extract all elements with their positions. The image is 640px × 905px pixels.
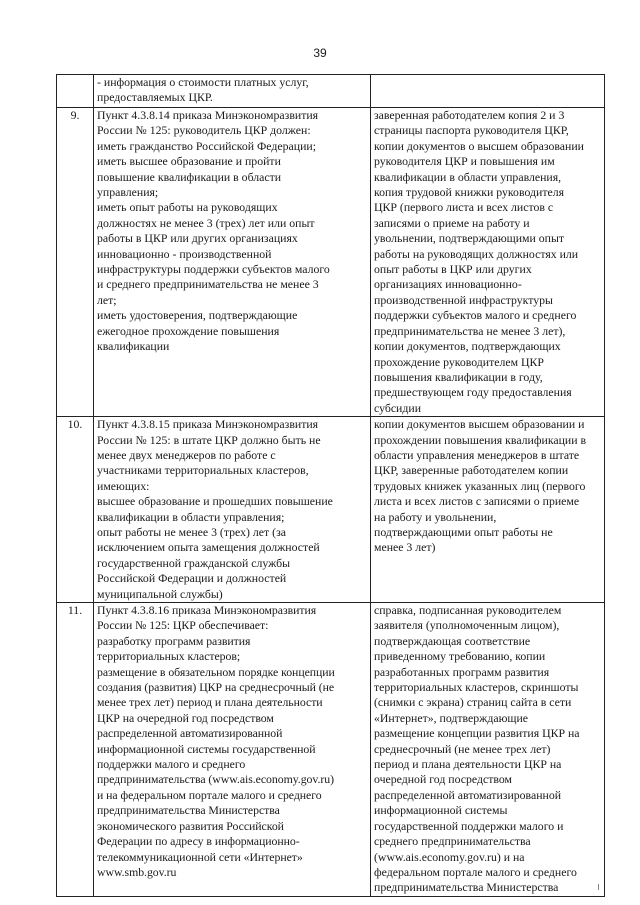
documents-cell [371,108,605,417]
documents-cell [371,75,605,108]
requirement-text: Пункт 4.3.8.15 приказа Минэкономразвития России № 125: в штате ЦКР должно быть не менее двух менеджеров по работе с участниками территориальных кластеров, имеющих: высшее образование и прошедших повышение квалификации в области управления; опыт работы не менее 3 (трех) лет (за исключением опыта замещения должностей государственной гражданской службы Российской Федерации и должностей муниципальной службы) [97,417,333,601]
row-number: 11. [57,603,94,897]
documents-text: справка, подписанная руководителем заявителя (уполномоченным лицом), подтверждающая соответствие приведенному требованию, копии разработанных программ развития территориальных кластеров, скриншоты (снимки с экрана) страниц сайта в сети «Интернет», подтверждающие размещение концепции развития ЦКР на среднесрочный (не менее трех лет) период и плана деятельности ЦКР на очередной год посредством распределенной автоматизированной информационной системы государственной поддержки малого и среднего предпринимательства (www.ais.economy.gov.ru) и на федеральном портале малого и среднего предпринимательства Министерства [374,603,580,895]
row-number: 9. [57,108,94,417]
row-number [57,75,94,108]
requirement-cell [94,417,371,603]
documents-text: заверенная работодателем копия 2 и 3 страницы паспорта руководителя ЦКР, копии документов о высшем образовании руководителя ЦКР и повышения им квалификации в области управления, копия трудовой книжки руководителя ЦКР (первого листа и всех листов с записями о приеме на работу и увольнении, подтверждающими опыт работы на руководящих должностях или опыт работы в ЦКР или других организациях инновационно- производственной инфраструктуры поддержки субъектов малого и среднего предпринимательства не менее 3 лет), копии документов, подтверждающих прохождение руководителем ЦКР повышения квалификации в году, предшествующем году предоставления субсидии [374,108,584,415]
documents-cell [371,603,605,897]
requirement-cell [94,75,371,108]
requirement-text: Пункт 4.3.8.14 приказа Минэкономразвития России № 125: руководитель ЦКР должен: иметь гражданство Российской Федерации; иметь высшее образование и пройти повышение квалификации в области управления; иметь опыт работы на руководящих должностях не менее 3 (трех) лет или опыт работы в ЦКР или других организациях инновационно - производственной инфраструктуры поддержки субъектов малого и среднего предпринимательства не менее 3 лет; иметь удостоверения, подтверждающие ежегодное прохождение повышения квалификации [97,108,330,354]
row-number: 10. [57,417,94,603]
table-row [57,75,605,108]
requirement-text: - информация о стоимости платных услуг, предоставляемых ЦКР. [97,75,309,105]
table-row [57,603,605,897]
scan-mark [598,884,599,890]
requirement-cell [94,108,371,417]
documents-text: копии документов высшем образовании и прохождении повышения квалификации в области управления менеджеров в штате ЦКР, заверенные работодателем копии трудовых книжек указанных лиц (первого листа и всех листов с записями о приеме на работу и увольнении, подтверждающими опыт работы не менее 3 лет) [374,417,587,555]
requirements-table [56,74,605,897]
requirement-text: Пункт 4.3.8.16 приказа Минэкономразвития России № 125: ЦКР обеспечивает: разработку программ развития территориальных кластеров; размещение в обязательном порядке концепции создания (развития) ЦКР на среднесрочный (не менее трех лет) период и плана деятельности ЦКР на очередной год посредством распределенной автоматизированной информационной системы государственной поддержки малого и среднего предпринимательства (www.ais.economy.gov.ru) и на федеральном портале малого и среднего предпринимательства Министерства экономического развития Российской Федерации по адресу в информационно- телекоммуникационной сети «Интернет» www.smb.gov.ru [97,603,335,879]
requirement-cell [94,603,371,897]
documents-cell [371,417,605,603]
table-row [57,417,605,603]
table-row [57,108,605,417]
page-number: 39 [313,46,327,60]
